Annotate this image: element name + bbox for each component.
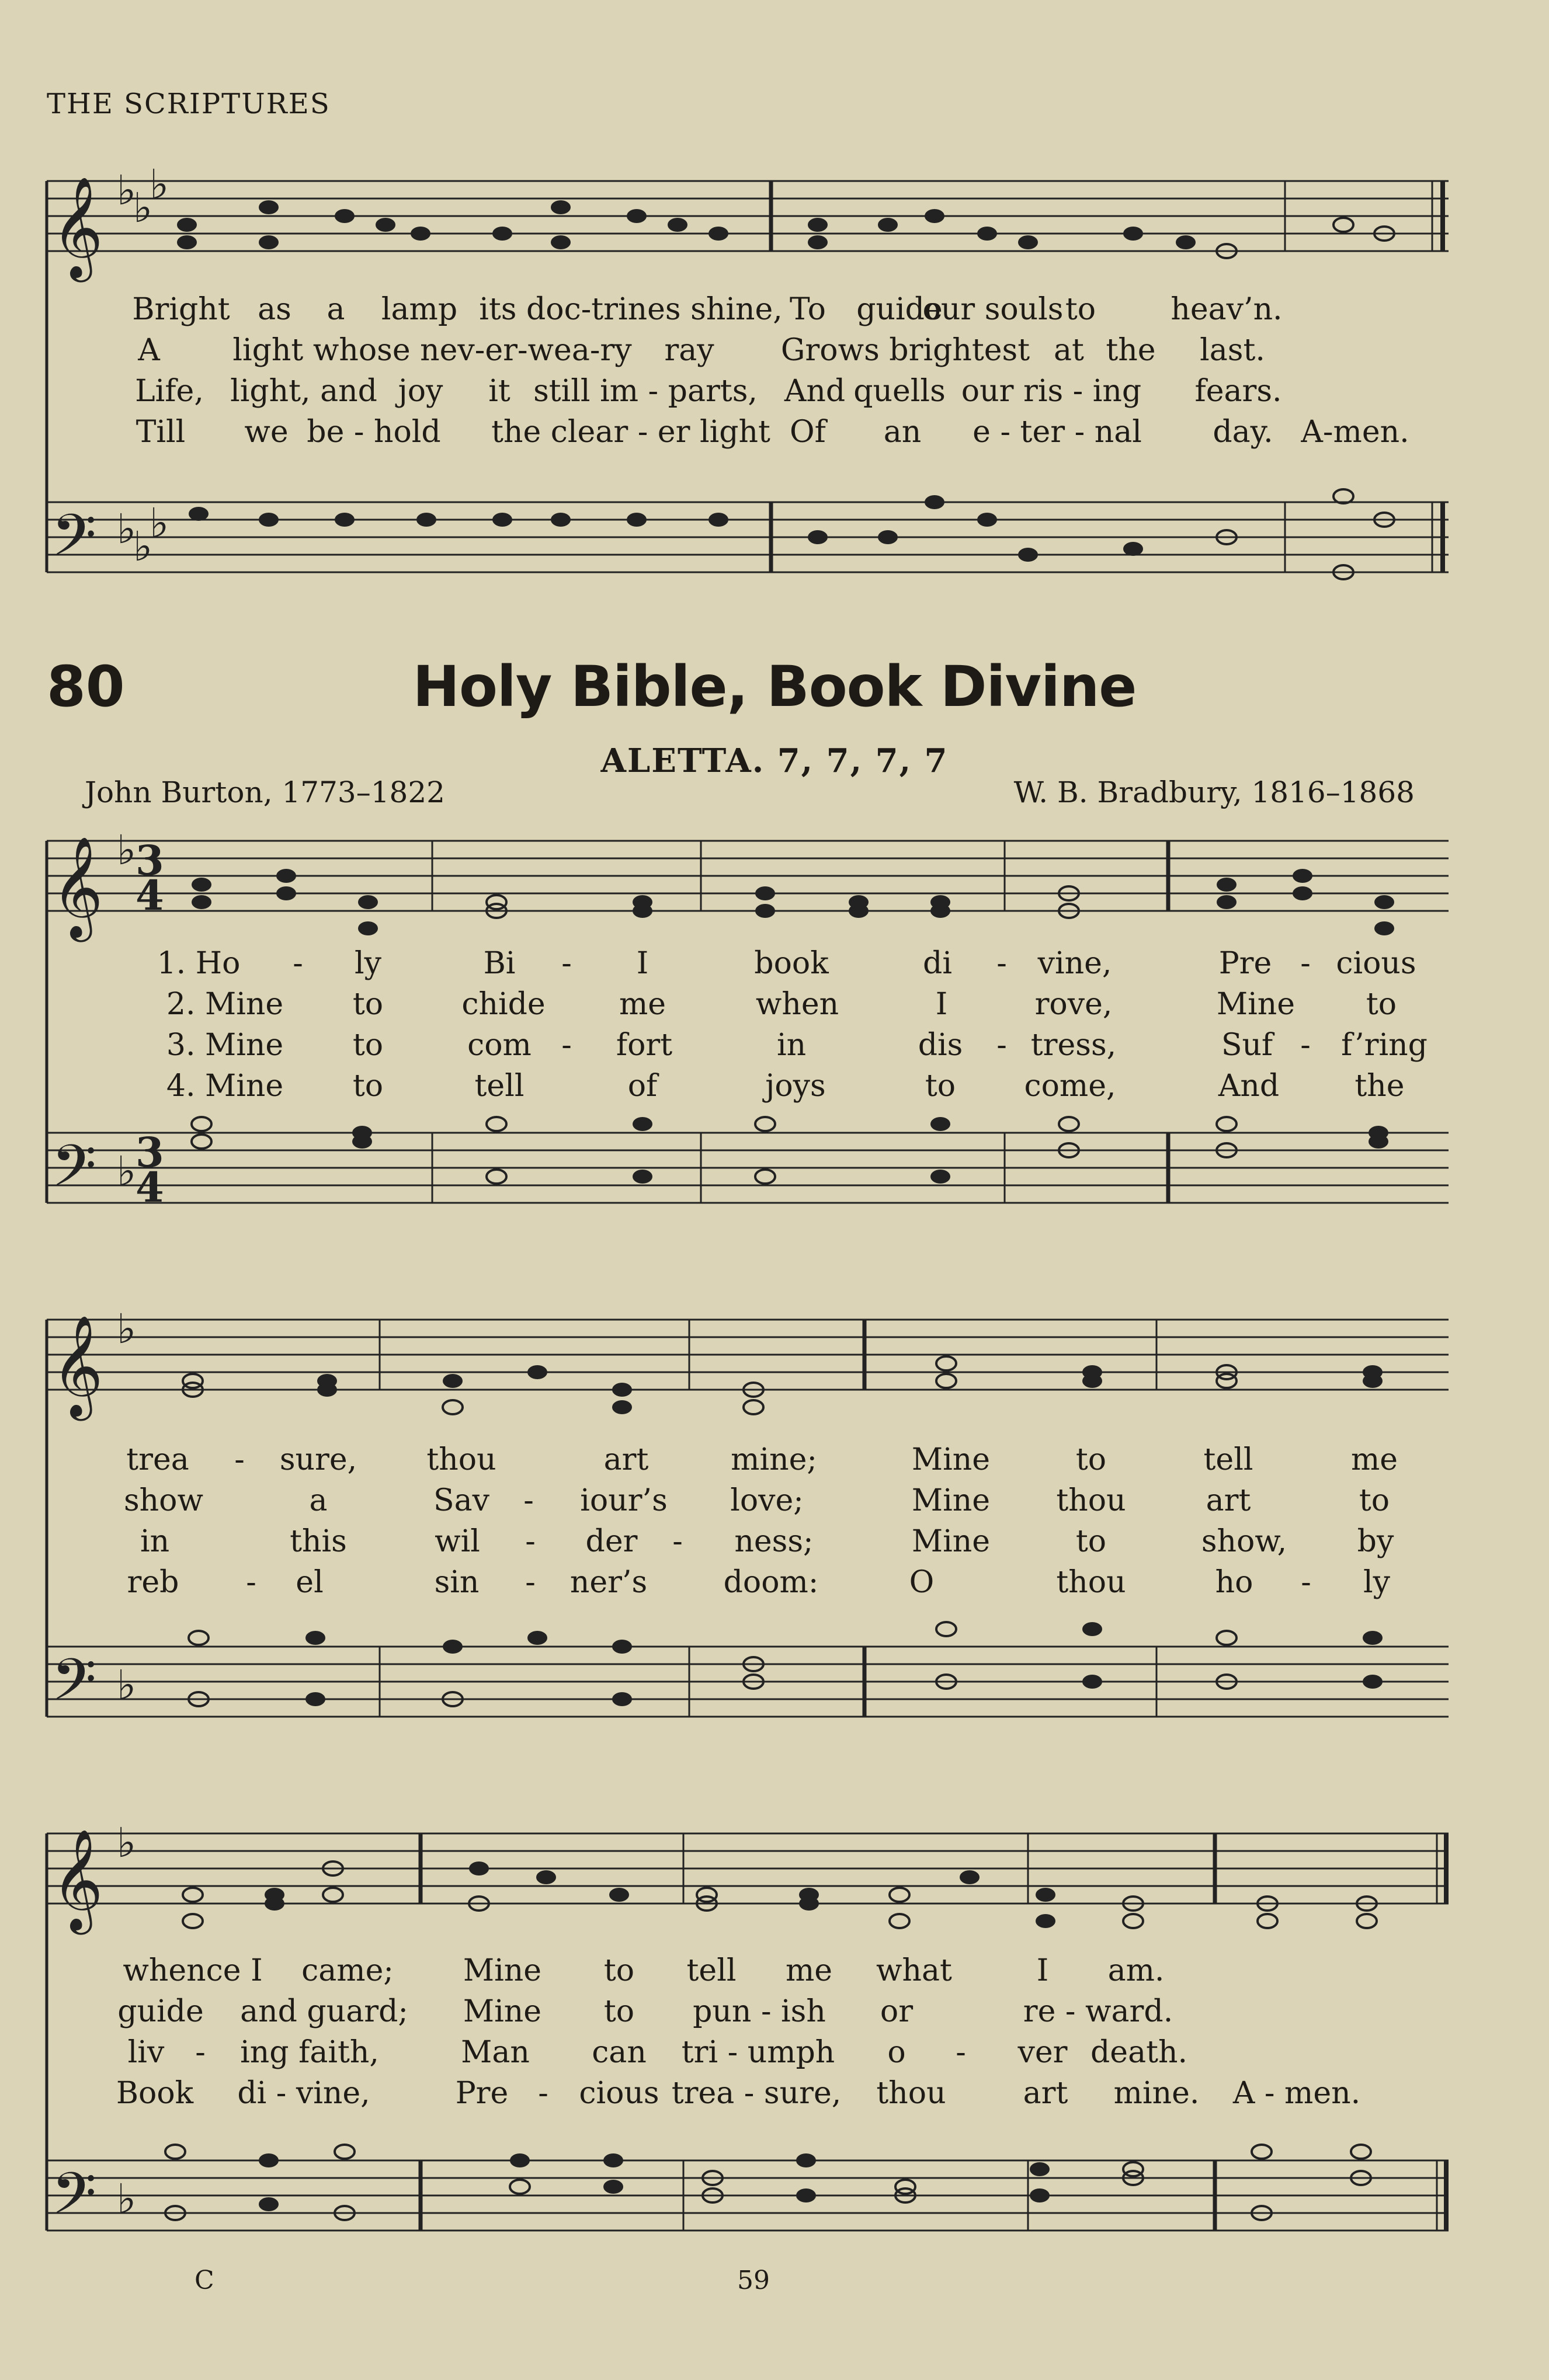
svg-text:𝄞: 𝄞 — [51, 836, 103, 938]
prev-hymn-staves — [0, 140, 1549, 596]
lyric-syllable: be - hold — [307, 415, 441, 450]
lyric-syllable: Pre — [455, 2076, 509, 2111]
lyric-syllable: as — [258, 292, 291, 327]
lyric-syllable: wil — [435, 1524, 480, 1559]
system-3-staves — [0, 1810, 1549, 2254]
lyric-syllable: can — [592, 2035, 647, 2070]
lyric-syllable: to — [352, 1069, 384, 1104]
lyric-syllable: e - ter - nal — [973, 415, 1142, 450]
lyric-syllable: cious — [1336, 946, 1416, 981]
lyric-syllable: we — [244, 415, 289, 450]
svg-text:𝄢: 𝄢 — [51, 1133, 97, 1214]
lyric-syllable: art — [1206, 1483, 1251, 1518]
system-2-staves — [0, 1296, 1549, 1740]
lyric-syllable: in — [140, 1524, 170, 1559]
lyric-syllable: ray — [664, 333, 714, 368]
lyric-syllable: tell — [686, 1953, 737, 1988]
lyric-syllable: book — [754, 946, 829, 981]
lyric-syllable: iour’s — [580, 1483, 668, 1518]
lyric-syllable: di — [923, 946, 952, 981]
lyric-syllable: - — [996, 946, 1007, 981]
lyric-syllable: tri - umph — [681, 2035, 835, 2070]
lyric-syllable: di - vine, — [237, 2076, 370, 2111]
lyric-syllable: - — [1300, 1028, 1311, 1063]
lyric-syllable: tell — [474, 1069, 525, 1104]
lyric-syllable: to — [1065, 292, 1096, 327]
lyric-syllable: come, — [1024, 1069, 1116, 1104]
lyric-syllable: by — [1357, 1524, 1394, 1559]
lyric-syllable: to — [352, 987, 384, 1022]
svg-text:♭: ♭ — [133, 184, 153, 232]
lyric-syllable: day. — [1213, 415, 1273, 450]
lyric-syllable: Mine — [911, 1524, 991, 1559]
lyric-syllable: when — [755, 987, 839, 1022]
svg-text:4: 4 — [136, 1163, 164, 1212]
lyric-syllable: thou — [1056, 1483, 1126, 1518]
lyric-syllable: Mine — [911, 1483, 991, 1518]
lyric-syllable: - — [561, 1028, 572, 1063]
lyric-syllable: trea - sure, — [671, 2076, 842, 2111]
lyric-syllable: to — [1359, 1483, 1390, 1518]
svg-text:𝄞: 𝄞 — [51, 1829, 103, 1930]
author-credit: John Burton, 1773–1822 — [85, 775, 445, 809]
lyric-syllable: fears. — [1194, 374, 1282, 409]
lyric-syllable: - — [996, 1028, 1007, 1063]
lyric-syllable: And — [784, 374, 846, 409]
lyric-syllable: ing faith, — [240, 2035, 379, 2070]
lyric-syllable: death. — [1090, 2035, 1187, 2070]
lyric-syllable: Bi — [483, 946, 516, 981]
svg-text:𝄞: 𝄞 — [51, 1315, 103, 1417]
svg-text:𝄢: 𝄢 — [51, 502, 97, 583]
lyric-syllable: to — [603, 1953, 635, 1988]
lyric-syllable: me — [785, 1953, 833, 1988]
lyric-syllable: sure, — [279, 1442, 357, 1477]
lyric-syllable: vine, — [1037, 946, 1112, 981]
svg-text:♭: ♭ — [150, 499, 169, 547]
lyric-syllable: 3. Mine — [166, 1028, 284, 1063]
lyric-syllable: show, — [1201, 1524, 1287, 1559]
svg-text:3: 3 — [136, 1128, 164, 1177]
lyric-syllable: o — [887, 2035, 906, 2070]
lyric-syllable: heav’n. — [1171, 292, 1283, 327]
lyric-syllable: Book — [116, 2076, 194, 2111]
lyric-syllable: - — [234, 1442, 245, 1477]
lyric-syllable: me — [619, 987, 666, 1022]
lyric-syllable: joy — [398, 374, 443, 409]
lyric-syllable: thou — [876, 2076, 946, 2111]
lyric-syllable: com — [467, 1028, 532, 1063]
signature-letter: C — [195, 2266, 214, 2295]
lyric-syllable: still im - parts, — [533, 374, 758, 409]
hymn-number: 80 — [47, 654, 125, 719]
svg-text:♭: ♭ — [150, 161, 169, 208]
lyric-syllable: am. — [1107, 1953, 1165, 1988]
lyric-syllable: to — [1075, 1524, 1107, 1559]
lyric-syllable: Mine — [1216, 987, 1296, 1022]
lyric-syllable: chide — [461, 987, 546, 1022]
lyric-syllable: tell — [1203, 1442, 1253, 1477]
svg-text:♭: ♭ — [117, 1147, 137, 1195]
lyric-syllable: - — [672, 1524, 683, 1559]
svg-text:♭: ♭ — [117, 166, 137, 214]
lyric-syllable: And — [1218, 1069, 1280, 1104]
lyric-syllable: our souls — [922, 292, 1064, 327]
lyric-syllable: love; — [730, 1483, 804, 1518]
lyric-syllable: a — [309, 1483, 328, 1518]
lyric-syllable: cious — [579, 2076, 659, 2111]
lyric-syllable: came; — [301, 1953, 394, 1988]
tune-name: ALETTA. 7, 7, 7, 7 — [600, 742, 949, 780]
lyric-syllable: it — [488, 374, 510, 409]
lyric-syllable: the — [1354, 1069, 1405, 1104]
lyric-syllable: ner’s — [569, 1565, 648, 1600]
lyric-syllable: - — [525, 1565, 536, 1600]
lyric-syllable: 4. Mine — [166, 1069, 284, 1104]
svg-text:4: 4 — [136, 871, 164, 920]
lyric-syllable: me — [1350, 1442, 1398, 1477]
lyric-syllable: guide — [117, 1994, 204, 2029]
svg-text:♭: ♭ — [117, 1819, 137, 1867]
lyric-syllable: whence I — [123, 1953, 263, 1988]
lyric-syllable: last. — [1200, 333, 1265, 368]
lyric-syllable: reb — [127, 1565, 179, 1600]
lyric-syllable: Mine — [463, 1994, 542, 2029]
lyric-syllable: light, and — [230, 374, 377, 409]
lyric-syllable: - — [293, 946, 303, 981]
svg-text:3: 3 — [136, 836, 164, 885]
lyric-syllable: ness; — [734, 1524, 814, 1559]
lyric-syllable: to — [603, 1994, 635, 2029]
lyric-syllable: Man — [461, 2035, 530, 2070]
svg-text:♭: ♭ — [133, 523, 153, 570]
lyric-syllable: the clear - er light — [491, 415, 770, 450]
lyric-syllable: A — [138, 333, 160, 368]
lyric-syllable: Sav — [433, 1483, 490, 1518]
lyric-syllable: joys — [765, 1069, 826, 1104]
lyric-syllable: 1. Ho — [157, 946, 241, 981]
svg-text:𝄢: 𝄢 — [51, 2160, 97, 2242]
lyric-syllable: to — [1075, 1442, 1107, 1477]
lyric-syllable: or — [880, 1994, 914, 2029]
lyric-syllable: - — [1301, 1565, 1311, 1600]
lyric-syllable: der — [585, 1524, 638, 1559]
lyric-syllable: and guard; — [240, 1994, 408, 2029]
lyric-syllable: re - ward. — [1023, 1994, 1173, 2029]
lyric-syllable: Grows brightest — [780, 333, 1030, 368]
composer-credit: W. B. Bradbury, 1816–1868 — [1013, 775, 1415, 809]
lyric-syllable: mine; — [731, 1442, 817, 1477]
lyric-syllable: I — [935, 987, 948, 1022]
lyric-syllable: - — [538, 2076, 548, 2111]
lyric-syllable: - — [561, 946, 572, 981]
lyric-syllable: Mine — [911, 1442, 991, 1477]
lyric-syllable: Bright — [132, 292, 230, 327]
lyric-syllable: of — [627, 1069, 658, 1104]
lyric-syllable: an — [883, 415, 922, 450]
lyric-syllable: to — [925, 1069, 956, 1104]
lyric-syllable: Suf — [1221, 1028, 1273, 1063]
page-number: 59 — [737, 2266, 770, 2295]
lyric-syllable: el — [296, 1565, 324, 1600]
lyric-syllable: sin — [434, 1565, 480, 1600]
hymn-title: Holy Bible, Book Divine — [412, 654, 1137, 719]
lyric-syllable: - — [195, 2035, 206, 2070]
lyric-syllable: I — [1036, 1953, 1049, 1988]
lyric-syllable: art — [603, 1442, 649, 1477]
lyric-syllable: - — [523, 1483, 534, 1518]
lyric-syllable: our ris - ing — [961, 374, 1142, 409]
lyric-syllable: light whose nev-er-wea-ry — [232, 333, 632, 368]
lyric-syllable: f’ring — [1341, 1028, 1428, 1063]
lyric-syllable: fort — [616, 1028, 673, 1063]
lyric-syllable: Mine — [463, 1953, 542, 1988]
lyric-syllable: ver — [1017, 2035, 1068, 2070]
lyric-syllable: in — [776, 1028, 807, 1063]
lyric-syllable: lamp — [381, 292, 458, 327]
lyric-syllable: thou — [426, 1442, 496, 1477]
lyric-syllable: show — [124, 1483, 203, 1518]
lyric-syllable: to — [352, 1028, 384, 1063]
lyric-syllable: dis — [918, 1028, 963, 1063]
svg-text:♭: ♭ — [117, 1305, 137, 1353]
lyric-syllable: - — [956, 2035, 966, 2070]
lyric-syllable: liv — [127, 2035, 165, 2070]
lyric-syllable: what — [876, 1953, 952, 1988]
svg-text:𝄢: 𝄢 — [51, 1647, 97, 1728]
svg-text:♭: ♭ — [117, 2175, 137, 2223]
lyric-syllable: rove, — [1034, 987, 1113, 1022]
lyric-syllable: at — [1054, 333, 1084, 368]
svg-text:♭: ♭ — [117, 826, 137, 874]
lyric-syllable: thou — [1056, 1565, 1126, 1600]
lyric-syllable: trea — [126, 1442, 189, 1477]
lyric-syllable: this — [290, 1524, 347, 1559]
lyric-syllable: Of — [790, 415, 826, 450]
svg-text:♭: ♭ — [117, 1661, 137, 1709]
lyric-syllable: - — [1300, 946, 1311, 981]
lyric-syllable: art — [1023, 2076, 1068, 2111]
lyric-syllable: Till — [136, 415, 186, 450]
lyric-syllable: Pre — [1218, 946, 1272, 981]
lyric-syllable: ly — [354, 946, 382, 981]
lyric-syllable: doom: — [723, 1565, 819, 1600]
svg-text:♭: ♭ — [117, 505, 137, 553]
lyric-syllable: the — [1106, 333, 1156, 368]
lyric-syllable: ly — [1363, 1565, 1391, 1600]
lyric-syllable: - — [246, 1565, 256, 1600]
lyric-syllable: a — [327, 292, 345, 327]
lyric-syllable: To — [790, 292, 826, 327]
lyric-syllable: A - men. — [1232, 2076, 1361, 2111]
lyric-syllable: - — [525, 1524, 536, 1559]
lyric-syllable: A-men. — [1301, 415, 1409, 450]
lyric-syllable: pun - ish — [693, 1994, 826, 2029]
lyric-syllable: ho — [1215, 1565, 1253, 1600]
lyric-syllable: tress, — [1030, 1028, 1117, 1063]
lyric-syllable: guide — [856, 292, 943, 327]
lyric-syllable: to — [1366, 987, 1397, 1022]
lyric-syllable: Life, — [135, 374, 204, 409]
lyric-syllable: quells — [853, 374, 946, 409]
svg-text:𝄞: 𝄞 — [51, 176, 103, 278]
lyric-syllable: its doc-trines shine, — [479, 292, 783, 327]
running-head: THE SCRIPTURES — [47, 88, 331, 120]
lyric-syllable: mine. — [1113, 2076, 1200, 2111]
lyric-syllable: I — [636, 946, 649, 981]
lyric-syllable: O — [909, 1565, 935, 1600]
lyric-syllable: 2. Mine — [166, 987, 284, 1022]
